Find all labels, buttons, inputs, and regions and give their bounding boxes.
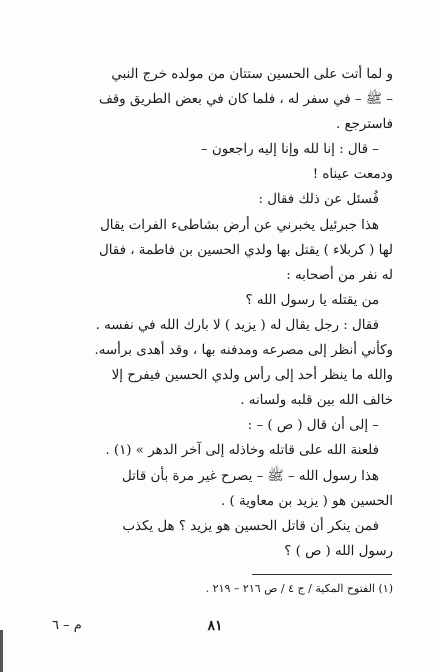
text-line: لها ( كربلاء ) يقتل بها ولدي الحسين بن فاطمة ، فقال xyxy=(98,242,393,258)
page-number: ٨١ xyxy=(207,618,223,634)
footnote-divider xyxy=(252,574,392,575)
page-edge-shadow xyxy=(0,630,3,672)
text-line: فقال : رجل يقال له ( يزيد ) لا بارك الله في نفسه . xyxy=(95,317,379,333)
text-line: وكأني أنظر إلى مصرعه ومدفنه بها ، وقد أهدى برأسه. xyxy=(94,343,393,359)
text-line: له نفر من أصحابه : xyxy=(286,267,393,283)
text-line: – إلى أن قال ( ص ) – : xyxy=(247,418,379,434)
signature-mark: م – ٦ xyxy=(52,618,82,633)
text-line: والله ما ينظر أحد إلى رأس ولدي الحسين فيفرح إلا xyxy=(111,368,393,384)
text-line: رسول الله ( ص ) ؟ xyxy=(284,543,393,559)
text-line: و لما أتت على الحسين ستتان من مولده خرج النبي xyxy=(111,67,393,82)
text-line: هذا رسول الله – ﷺ – يصرح غير مرة بأن قاتل xyxy=(121,468,379,484)
text-line: – ﷺ – في سفر له ، فلما كان في بعض الطريق وقف xyxy=(98,92,393,108)
text-line: فاسترجع . xyxy=(335,117,393,133)
text-line: فُسئل عن ذلك فقال : xyxy=(258,192,379,208)
text-line: من يقتله يا رسول الله ؟ xyxy=(245,292,379,308)
text-line: فلعنة الله على قاتله وخاذله إلى آخر الدهر » (١) . xyxy=(105,443,379,459)
text-line: هذا جبرئيل يخبرني عن أرض بشاطىء الفرات يقال xyxy=(100,217,379,233)
text-line: فمن ينكر أن قاتل الحسين هو يزيد ؟ هل يكذب xyxy=(122,518,379,534)
text-line: – قال : إنا لله وإنا إليه راجعون – xyxy=(200,142,379,158)
main-text xyxy=(48,62,393,564)
text-line: ودمعت عيناه ! xyxy=(312,167,393,183)
text-line: الحسين هو ( يزيد بن معاوية ) . xyxy=(221,493,393,509)
text-line: خالف الله بين قلبه ولسانه . xyxy=(240,393,393,409)
footnote: (١) الفتوح المكية / ج ٤ / ص ٢١٦ – ٢١٩ . xyxy=(205,582,393,595)
